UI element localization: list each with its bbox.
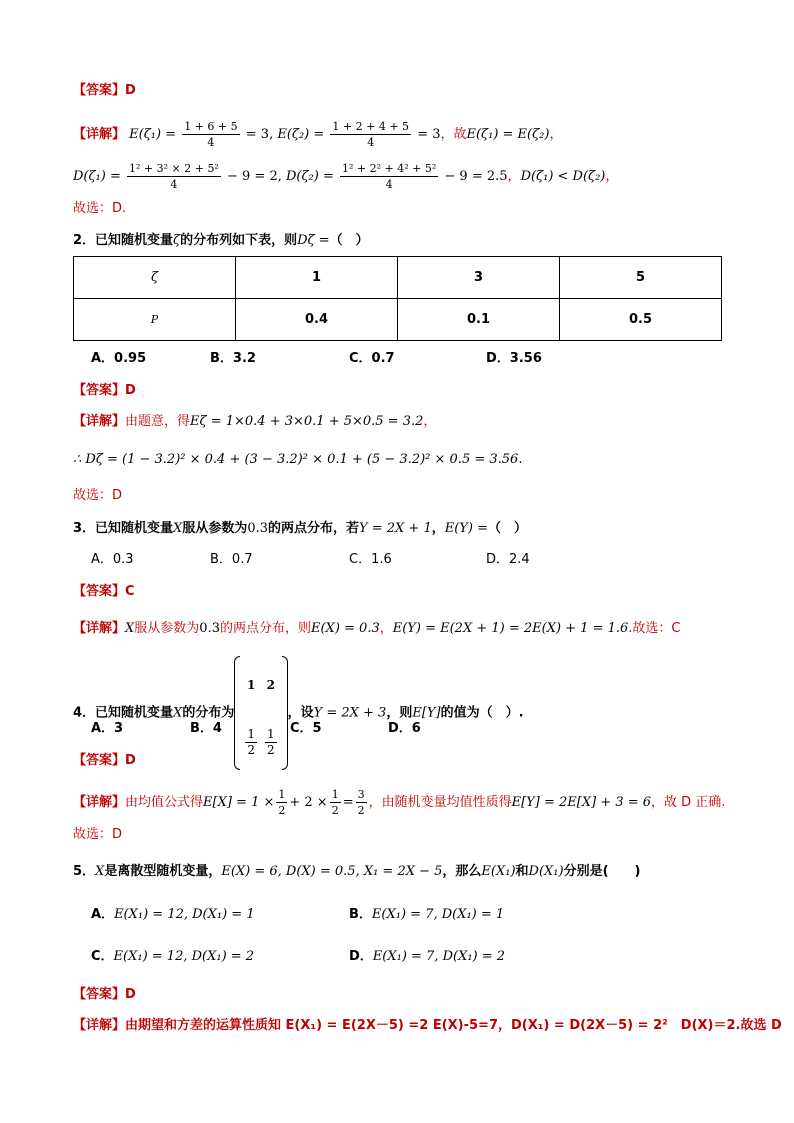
detail-tag: 【详解】	[73, 414, 126, 429]
q2-detail-a: 由题意，得	[125, 414, 191, 429]
q3-detail-expr2: E(Y) = E(2X + 1) = 2E(X) + 1 = 1.6	[392, 621, 629, 636]
q5-option-b	[349, 907, 504, 923]
q1-e2-den: 4	[367, 136, 375, 149]
q2-stem-b: 的分布列如下表，则	[180, 233, 298, 248]
q4-stem-expr2: E[Y]	[412, 705, 441, 721]
q5-stem-and: 和	[515, 864, 529, 879]
q1-d2-fraction	[340, 162, 438, 191]
q4-f3-num: 3	[357, 788, 365, 801]
q5-stem-c: ，那么	[442, 864, 482, 879]
table-cell	[74, 299, 236, 341]
q1-d1-num: 1² + 3² × 2 + 5²	[129, 162, 219, 175]
q3-stem-d: ，	[431, 521, 445, 536]
q2-answer: D	[125, 383, 136, 398]
q5-answer: D	[125, 987, 136, 1002]
q5-stem-a: 5．	[73, 864, 96, 879]
table-cell: 0.4	[236, 299, 398, 341]
q4-detail-eq: =	[342, 795, 354, 810]
q3-stem-c: 的两点分布，若	[268, 521, 360, 536]
q5-detail: 由期望和方差的运算性质知 E(X₁) = E(2X－5) =2 E(X)-5=7，D(X₁) = D(2X－5) = 2² D(X)＝2.故选 D	[125, 1018, 782, 1033]
q3-stem-a: 3．已知随机变量	[73, 521, 174, 536]
q2-stem-var: ζ	[173, 233, 181, 248]
q4-matrix-frac-1	[245, 728, 257, 757]
q2-conclusion: 故选：D	[73, 488, 123, 503]
q4-stem-e: 的值为（ ）.	[440, 705, 524, 721]
q4-matrix-top-1: 1	[246, 678, 256, 692]
q5-stem-var: X	[95, 864, 105, 879]
q3-stem	[73, 521, 527, 537]
q4-f1-num: 1	[278, 788, 286, 801]
q4-f2-den: 2	[331, 804, 339, 817]
q1-sep: ，	[507, 169, 521, 184]
table-cell	[74, 257, 236, 299]
q1-e1-num: 1 + 6 + 5	[184, 120, 238, 133]
q1-tail: ，故	[440, 127, 467, 142]
q5-detail-line	[73, 1018, 782, 1034]
q1-e1-lhs: E(ζ₁) =	[129, 127, 177, 142]
answer-tag: 【答案】	[73, 987, 126, 1002]
q1-d2-rhs: − 9 = 2.5	[444, 169, 508, 184]
q2-stem-c: （ ）	[329, 233, 369, 248]
q4-f3-den: 2	[357, 804, 365, 817]
q2-option-c: C．0.7	[349, 351, 395, 366]
q4-stem-c: ，设	[287, 705, 314, 721]
q4-matrix-frac-2	[265, 728, 277, 757]
detail-tag: 【详解】	[73, 127, 126, 142]
q3-option-c: C．1.6	[349, 552, 392, 567]
q1-e2-rhs: = 3	[417, 127, 441, 142]
q2-distribution-table	[73, 256, 722, 341]
q4-stem-a: 4．已知随机变量	[73, 705, 174, 721]
q4-stem-var: X	[173, 705, 183, 721]
q4-stem-b: 的分布为	[182, 705, 235, 721]
q1-e2-fraction	[330, 120, 411, 149]
q3-stem-expr2: E(Y) =	[444, 521, 488, 536]
q1-d1-lhs: D(ζ₁) =	[73, 169, 121, 184]
q5-option-d-label: D．	[349, 949, 373, 964]
q1-answer-line	[73, 83, 136, 99]
q4-detail-line	[73, 788, 725, 817]
q3-detail-var: X	[125, 621, 135, 636]
q1-end-2: ，	[605, 169, 619, 184]
table-cell: 5	[560, 257, 722, 299]
q3-stem-expr: Y = 2X + 1	[359, 521, 432, 536]
q1-d-conclusion: D(ζ₁) < D(ζ₂)	[520, 169, 606, 184]
q2-detail-expr1: Eζ = 1×0.4 + 3×0.1 + 5×0.5 = 3.2	[190, 414, 424, 429]
q4-stem	[73, 656, 524, 770]
q3-detail-p: 0.3	[199, 621, 220, 636]
q1-detail-line-1	[73, 120, 562, 149]
q4-detail-expr-l: E[X] = 1 ×	[203, 795, 275, 810]
q4-detail-expr2: E[Y] = 2E[X] + 3 = 6	[511, 795, 652, 810]
detail-tag: 【详解】	[73, 621, 126, 636]
q3-option-a: A．0.3	[91, 552, 134, 567]
q2-option-a: A．0.95	[91, 351, 147, 366]
q5-stem-e1: E(X₁)	[481, 864, 516, 879]
q3-detail-c: ，	[379, 621, 393, 636]
q2-stem-expr: Dζ =	[297, 233, 330, 248]
answer-tag: 【答案】	[73, 383, 126, 398]
q1-d1-rhs: − 9 = 2,	[227, 169, 282, 184]
q4-frac-1	[276, 788, 287, 817]
q5-option-c-label: C．	[91, 949, 114, 964]
q4-matrix-top-2: 2	[266, 678, 275, 692]
q4-matrix-den-2: 2	[266, 743, 275, 757]
table-cell: 0.1	[398, 299, 560, 341]
q4-matrix-num-1: 1	[247, 727, 255, 741]
q1-d2-num: 1² + 2² + 4² + 5²	[342, 162, 437, 175]
q5-answer-line	[73, 987, 136, 1003]
q1-e-conclusion: E(ζ₁) = E(ζ₂)	[466, 127, 550, 142]
q2-detail-line-1	[73, 414, 436, 430]
detail-tag: 【详解】	[73, 795, 126, 810]
answer-tag: 【答案】	[73, 753, 126, 768]
q1-e1-fraction	[182, 120, 239, 149]
answer-tag: 【答案】	[73, 83, 126, 98]
q4-option-a: A．3	[91, 721, 124, 736]
table-row	[74, 257, 722, 299]
q2-stem-a: 2．已知随机变量	[73, 233, 174, 248]
q3-detail-line	[73, 621, 681, 637]
q2-option-d: D．3.56	[486, 351, 542, 366]
q1-end-1: ，	[549, 127, 563, 142]
q5-option-a-label: A．	[91, 907, 115, 922]
q2-answer-line	[73, 383, 136, 399]
q4-f2-num: 1	[331, 788, 339, 801]
q3-detail-a: 服从参数为	[134, 621, 200, 636]
q4-detail-plus: + 2 ×	[289, 795, 328, 810]
q1-d2-den: 4	[385, 178, 393, 191]
q5-option-b-label: B．	[349, 907, 372, 922]
q5-stem	[73, 864, 640, 880]
q4-answer: D	[125, 753, 136, 768]
q4-detail-c: ，故 D 正确.	[651, 795, 726, 810]
q4-option-c: C．5	[290, 721, 322, 736]
q5-option-d	[349, 949, 505, 965]
q3-detail-b: 的两点分布，则	[219, 621, 311, 636]
q5-stem-d: 分别是( )	[563, 864, 641, 879]
q4-f1-den: 2	[278, 804, 286, 817]
q3-stem-e: （ ）	[488, 521, 528, 536]
q4-frac-2	[330, 788, 341, 817]
table-row	[74, 299, 722, 341]
q2-detail-end2: .	[518, 452, 523, 467]
answer-tag: 【答案】	[73, 584, 126, 599]
q5-option-c	[91, 949, 254, 965]
table-cell: 0.5	[560, 299, 722, 341]
q4-detail-a: 由均值公式得	[125, 795, 204, 810]
q4-stem-d: ，则	[386, 705, 413, 721]
q4-distribution-matrix	[234, 656, 287, 770]
q3-detail-expr1: E(X) = 0.3	[311, 621, 380, 636]
q4-matrix-num-2: 1	[266, 727, 275, 741]
q4-matrix-den-1: 2	[247, 743, 255, 757]
q3-stem-p: 0.3	[247, 521, 269, 536]
q5-stem-expr: E(X) = 6, D(X) = 0.5, X₁ = 2X − 5	[221, 864, 443, 879]
q3-stem-b: 服从参数为	[182, 521, 248, 536]
q4-conclusion: 故选：D	[73, 827, 123, 842]
q5-option-a	[91, 907, 255, 923]
q5-option-c-expr: E(X₁) = 12, D(X₁) = 2	[113, 949, 255, 964]
q3-option-b: B．0.7	[210, 552, 253, 567]
q3-answer: C	[125, 584, 135, 599]
q5-option-d-expr: E(X₁) = 7, D(X₁) = 2	[372, 949, 506, 964]
q1-detail-line-2	[73, 162, 618, 191]
q1-d1-fraction	[127, 162, 221, 191]
q1-e1-rhs: = 3,	[245, 127, 274, 142]
q5-option-a-expr: E(X₁) = 12, D(X₁) = 1	[114, 907, 255, 922]
table-cell: 1	[236, 257, 398, 299]
q3-answer-line	[73, 584, 135, 600]
q1-d2-lhs: D(ζ₂) =	[286, 169, 334, 184]
q2-detail-line-2	[73, 452, 522, 468]
q2-detail-expr2: ∴ Dζ = (1 − 3.2)² × 0.4 + (3 − 3.2)² × 0.1 + (5 − 3.2)² × 0.5 = 3.56	[73, 452, 519, 467]
q3-detail-d: .故选：C	[628, 621, 681, 636]
q5-stem-d1: D(X₁)	[528, 864, 564, 879]
q1-conclusion: 故选：D.	[73, 201, 127, 216]
q1-e2-lhs: E(ζ₂) =	[277, 127, 325, 142]
q1-e2-num: 1 + 2 + 4 + 5	[332, 120, 410, 133]
q4-frac-3	[356, 788, 367, 817]
q5-stem-b: 是离散型随机变量，	[104, 864, 222, 879]
q2-option-b: B．3.2	[210, 351, 256, 366]
detail-tag: 【详解】	[73, 1018, 126, 1033]
q1-e1-den: 4	[207, 136, 215, 149]
q1-answer: D	[125, 83, 136, 98]
q3-option-d: D．2.4	[486, 552, 530, 567]
q5-option-b-expr: E(X₁) = 7, D(X₁) = 1	[371, 907, 505, 922]
q2-row-p: P	[150, 313, 159, 326]
q2-header-var: ζ	[150, 270, 159, 285]
q2-stem	[73, 233, 369, 249]
table-cell: 3	[398, 257, 560, 299]
q1-d1-den: 4	[170, 178, 178, 191]
q2-detail-end1: ，	[423, 414, 437, 429]
q4-stem-expr: Y = 2X + 3	[313, 705, 387, 721]
q4-option-d: D．6	[388, 721, 421, 736]
q4-detail-b: ，由随机变量均值性质得	[368, 795, 512, 810]
q4-answer-line	[73, 753, 136, 769]
q3-stem-var: X	[173, 521, 183, 536]
q4-option-b: B．4	[190, 721, 222, 736]
